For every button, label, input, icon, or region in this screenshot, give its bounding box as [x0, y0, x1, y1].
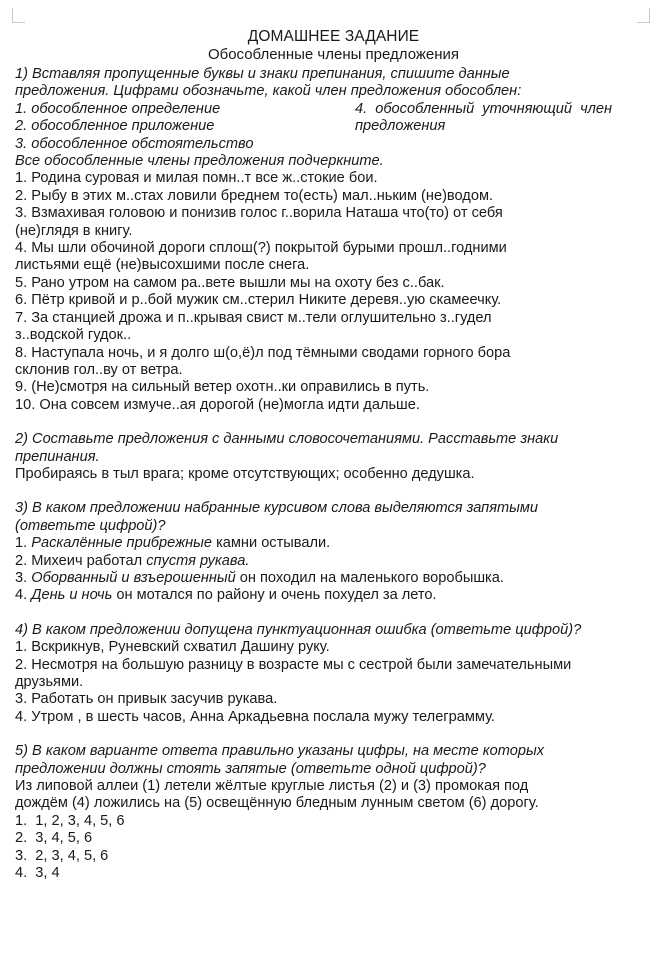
- task-3-option-3: 3. Оборванный и взъерошенный он походил на маленького воробышка.: [15, 569, 504, 586]
- task-3: [15, 500, 652, 604]
- legend-item-4-continued: предложения: [355, 118, 446, 135]
- legend-item-4: 4. обособленный уточняющий член: [355, 100, 613, 117]
- task-1-line: 3. Взмахивая головою и понизив голос г..ворила Наташа что(то) от себя: [15, 205, 503, 222]
- task-4: [15, 622, 652, 726]
- task-2-instruction-line-2: препинания.: [15, 448, 100, 465]
- task-1-line: 9. (Не)смотря на сильный ветер охотн..ки оправились в путь.: [15, 379, 430, 396]
- task-1-line: 10. Она совсем измуче..ая дорогой (не)могла идти дальше.: [15, 396, 420, 413]
- task-1-line: 1. Родина суровая и милая помн..т все ж..стокие бои.: [15, 170, 378, 187]
- task-5-option: 2. 3, 4, 5, 6: [15, 830, 93, 847]
- page-corner-mark-left: [12, 8, 25, 23]
- task-3-instruction-line-1: 3) В каком предложении набранные курсивом слова выделяются запятыми: [15, 500, 539, 517]
- task-5-option: 4. 3, 4: [15, 865, 60, 882]
- task-4-line: друзьями.: [15, 674, 84, 690]
- task-1-line: 4. Мы шли обочиной дороги сплош(?) покрытой бурыми прошл..годними: [15, 240, 507, 257]
- task-4-line: 4. Утром , в шесть часов, Анна Аркадьевна послала мужу телеграмму.: [15, 708, 495, 725]
- task-5: [15, 743, 652, 882]
- legend-item-1: 1. обособленное определение: [15, 100, 221, 117]
- task-1-line: 6. Пётр кривой и р..бой мужик см..стерил Никите деревя..ую скамеечку.: [15, 292, 502, 309]
- document-subtitle: Обособленные члены предложения: [207, 46, 460, 63]
- task-1-line: з..водской гудок..: [15, 327, 132, 344]
- task-3-option-4: 4. День и ночь он мотался по району и очень похудел за лето.: [15, 587, 437, 604]
- task-1-instruction-line-1: 1) Вставляя пропущенные буквы и знаки препинания, спишите данные: [15, 66, 510, 82]
- task-4-instruction: 4) В каком предложении допущена пунктуационная ошибка (ответьте цифрой)?: [15, 621, 582, 638]
- document-title: ДОМАШНЕЕ ЗАДАНИЕ: [247, 28, 420, 45]
- task-1-note: Все обособленные члены предложения подчеркните.: [15, 153, 384, 170]
- page-corner-mark-right: [637, 8, 650, 23]
- task-3-option-1: 1. Раскалённые прибрежные камни остывали.: [15, 535, 331, 552]
- task-1-line: 8. Наступала ночь, и я долго ш(о,ё)л под тёмными сводами горного бора: [15, 344, 511, 361]
- task-1-line: (не)глядя в книгу.: [15, 222, 133, 239]
- task-1-line: склонив гол..ву от ветра.: [15, 361, 183, 378]
- task-5-option: 1. 1, 2, 3, 4, 5, 6: [15, 812, 125, 829]
- task-5-sentence-line-2: дождём (4) ложились на (5) освещённую бледным лунным светом (6) дорогу.: [15, 795, 539, 812]
- task-5-option: 3. 2, 3, 4, 5, 6: [15, 847, 109, 864]
- task-3-option-2: 2. Михеич работал спустя рукава.: [15, 552, 250, 569]
- task-3-instruction-line-2: (ответьте цифрой)?: [15, 517, 166, 534]
- task-1-legend: [15, 101, 652, 153]
- task-2-phrases: Пробираясь в тыл врага; кроме отсутствующих; особенно дедушка.: [15, 465, 475, 482]
- task-1: [15, 66, 652, 414]
- task-5-instruction-line-1: 5) В каком варианте ответа правильно указаны цифры, на месте которых: [15, 743, 545, 760]
- task-1-line: листьями ещё (не)высохшими после снега.: [15, 257, 310, 274]
- task-4-line: 2. Несмотря на большую разницу в возрасте мы с сестрой были замечательными: [15, 656, 572, 673]
- task-4-line: 3. Работать он привык засучив рукава.: [15, 691, 278, 708]
- task-5-sentence-line-1: Из липовой аллеи (1) летели жёлтые круглые листья (2) и (3) промокая под: [15, 778, 529, 795]
- task-2: [15, 431, 652, 483]
- task-1-line: 2. Рыбу в этих м..стах ловили бреднем то(есть) мал..ньким (не)водом.: [15, 187, 494, 204]
- legend-item-3: 3. обособленное обстоятельство: [15, 135, 254, 152]
- task-1-line: 7. За станцией дрожа и п..крывая свист м..тели оглушительно з..гудел: [15, 309, 492, 326]
- task-4-line: 1. Вскрикнув, Руневский схватил Дашину руку.: [15, 639, 330, 656]
- task-5-instruction-line-2: предложении должны стоять запятые (ответьте одной цифрой)?: [15, 760, 486, 777]
- task-1-instruction-line-2: предложения. Цифрами обозначьте, какой член предложения обособлен:: [15, 83, 522, 100]
- homework-document: [15, 28, 652, 882]
- task-1-line: 5. Рано утром на самом ра..вете вышли мы на охоту без с..бак.: [15, 274, 445, 291]
- legend-item-2: 2. обособленное приложение: [15, 118, 215, 135]
- task-2-instruction-line-1: 2) Составьте предложения с данными словосочетаниями. Расставьте знаки: [15, 431, 559, 448]
